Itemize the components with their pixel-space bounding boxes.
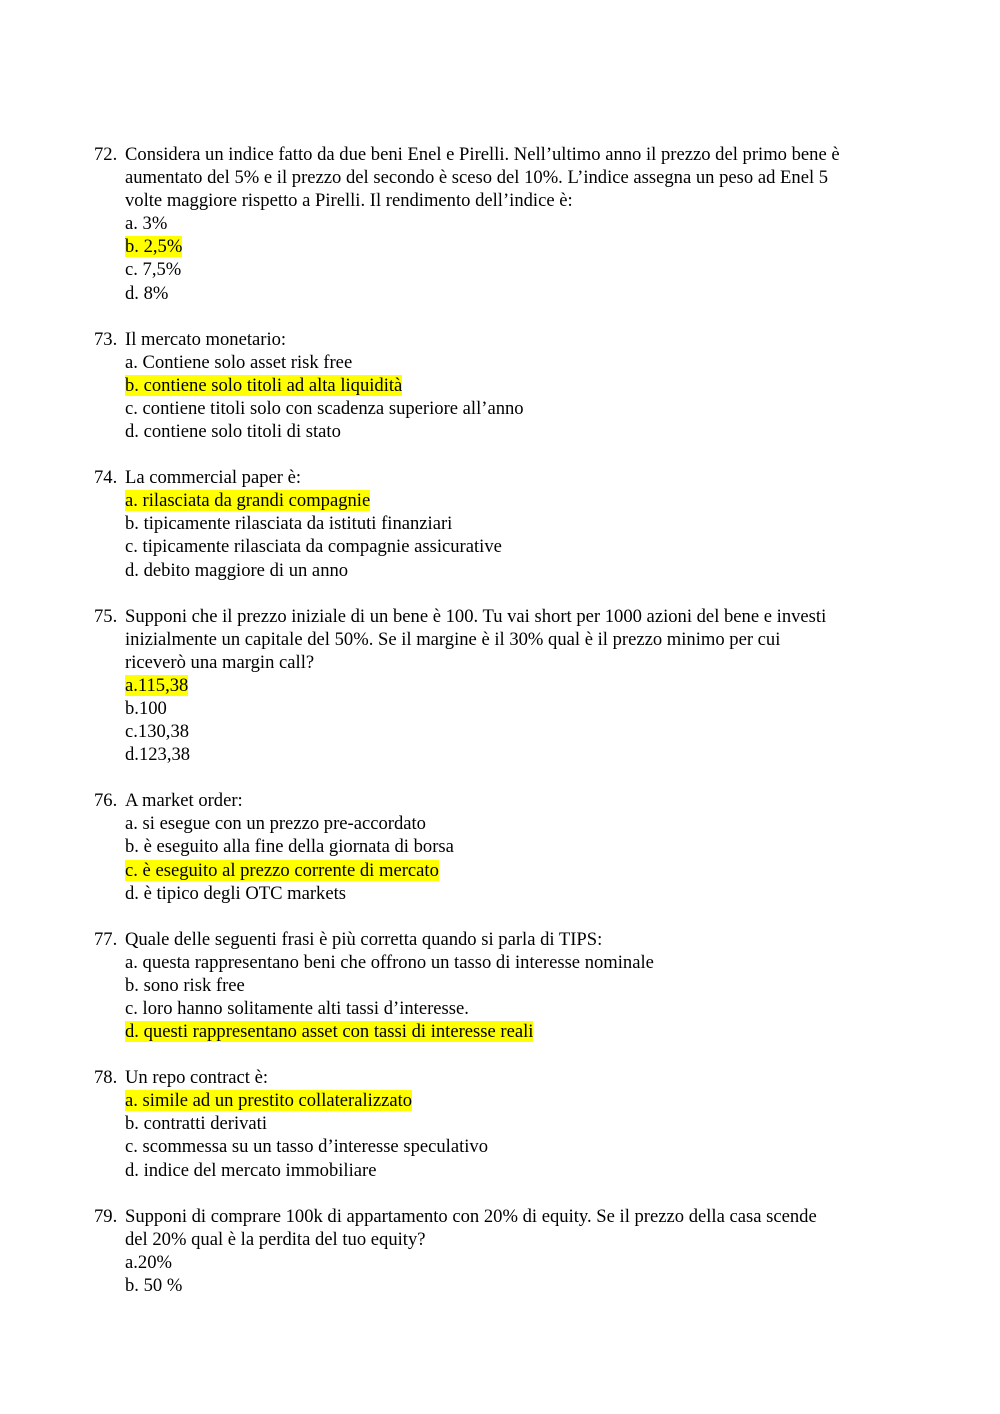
question-text [125,466,914,489]
answer-text: b. è eseguito alla fine della giornata di borsa [125,836,454,858]
question-text-line: Supponi che il prezzo iniziale di un bene è 100. Tu vai short per 1000 azioni del bene e investi [125,605,827,627]
question-header [94,328,914,351]
question-number: 77. [94,928,118,950]
answer-text: c. scommessa su un tasso d’interesse speculativo [125,1136,489,1158]
question-item [94,328,914,443]
answer-text: b. contiene solo titoli ad alta liquidità [125,374,403,396]
answer-text: a. si esegue con un prezzo pre-accordato [125,813,426,835]
answer-text: b. contratti derivati [125,1113,267,1135]
answer-option [125,697,914,720]
answer-option [125,1112,914,1135]
question-item [94,1205,914,1297]
question-text-line: Il mercato monetario: [125,328,287,350]
answer-text: b. 50 % [125,1274,183,1296]
answer-option [125,512,914,535]
question-header [94,1205,914,1251]
question-text-line: Quale delle seguenti frasi è più corretta quando si parla di TIPS: [125,928,603,950]
answer-list [125,951,914,1043]
question-number: 76. [94,790,118,812]
question-text-line: Un repo contract è: [125,1067,269,1089]
answer-text: d. contiene solo titoli di stato [125,421,341,443]
question-number: 73. [94,328,118,350]
answer-text: c. contiene titoli solo con scadenza superiore all’anno [125,397,524,419]
answer-option [125,1274,914,1297]
answer-text: a. 3% [125,213,168,235]
question-header [94,789,914,812]
answer-text: c. loro hanno solitamente alti tassi d’interesse. [125,998,469,1019]
answer-option-highlighted [125,235,914,258]
answer-text: c.130,38 [125,721,190,743]
answer-text: b. sono risk free [125,974,245,996]
answer-text: d. 8% [125,282,169,304]
answer-text: b. 2,5% [125,236,183,258]
question-text [125,605,914,674]
answer-text: d. debito maggiore di un anno [125,559,349,581]
answer-text: a. rilasciata da grandi compagnie [125,490,371,512]
question-item [94,143,914,305]
answer-option [125,974,914,997]
answer-option [125,997,914,1020]
answer-option-highlighted [125,1089,914,1112]
answer-list [125,489,914,581]
answer-option [125,559,914,582]
answer-option [125,535,914,558]
question-header [94,1066,914,1089]
question-header [94,605,914,674]
answer-list [125,351,914,443]
answer-text: c. è eseguito al prezzo corrente di mercato [125,859,439,881]
answer-text: d. questi rappresentano asset con tassi di interesse reali [125,1021,534,1043]
question-item [94,466,914,581]
question-text-line: La commercial paper è: [125,467,302,489]
question-text-line: A market order: [125,790,243,812]
answer-option-highlighted [125,859,914,882]
answer-list [125,812,914,904]
question-header [94,466,914,489]
question-text-line: Considera un indice fatto da due beni Enel e Pirelli. Nell’ultimo anno il prezzo del primo bene è [125,144,840,165]
answer-option [125,351,914,374]
answer-option [125,1135,914,1158]
answer-option [125,212,914,235]
answer-option-highlighted [125,489,914,512]
question-number: 72. [94,144,118,165]
question-text [125,328,914,351]
question-text [125,1066,914,1089]
answer-option [125,1251,914,1274]
question-item [94,605,914,767]
question-header [94,928,914,951]
answer-list [125,212,914,304]
answer-text: a. simile ad un prestito collateralizzato [125,1090,413,1112]
answer-text: a. questa rappresentano beni che offrono un tasso di interesse nominale [125,951,654,973]
question-text [125,928,914,951]
question-text-line: aumentato del 5% e il prezzo del secondo è sceso del 10%. L’indice assegna un peso ad Enel 5 [125,167,829,189]
answer-list [125,1251,914,1297]
question-item [94,1066,914,1181]
answer-option [125,743,914,766]
question-number: 75. [94,605,118,627]
answer-option [125,397,914,420]
answer-list [125,1089,914,1181]
question-number: 74. [94,467,118,489]
answer-text: a.20% [125,1251,172,1273]
answer-option-highlighted [125,674,914,697]
question-list [94,143,914,1320]
question-text-line: del 20% qual è la perdita del tuo equity? [125,1228,426,1250]
answer-text: b. tipicamente rilasciata da istituti finanziari [125,513,453,535]
answer-option [125,951,914,974]
answer-text: d.123,38 [125,744,191,766]
answer-text: a. Contiene solo asset risk free [125,351,353,373]
answer-text: a.115,38 [125,674,189,696]
question-text [125,1205,914,1251]
answer-option-highlighted [125,1020,914,1043]
question-text-line: Supponi di comprare 100k di appartamento con 20% di equity. Se il prezzo della casa scende [125,1205,817,1227]
answer-option [125,835,914,858]
answer-option [125,420,914,443]
question-item [94,789,914,904]
question-text-line: volte maggiore rispetto a Pirelli. Il rendimento dell’indice è: [125,190,573,212]
answer-option [125,812,914,835]
answer-text: b.100 [125,697,167,719]
answer-option [125,882,914,905]
answer-text: d. indice del mercato immobiliare [125,1159,377,1181]
question-text [125,143,914,212]
question-text-line: riceverò una margin call? [125,651,315,673]
answer-option [125,1159,914,1182]
answer-option [125,282,914,305]
question-text [125,789,914,812]
answer-text: c. 7,5% [125,259,182,281]
answer-option [125,720,914,743]
answer-option-highlighted [125,374,914,397]
answer-text: c. tipicamente rilasciata da compagnie assicurative [125,536,502,558]
answer-list [125,674,914,766]
answer-option [125,258,914,281]
answer-text: d. è tipico degli OTC markets [125,882,347,904]
question-number: 79. [94,1205,118,1227]
question-item [94,928,914,1043]
question-number: 78. [94,1067,118,1089]
question-header [94,143,914,212]
question-text-line: inizialmente un capitale del 50%. Se il margine è il 30% qual è il prezzo minimo per cui [125,628,781,650]
